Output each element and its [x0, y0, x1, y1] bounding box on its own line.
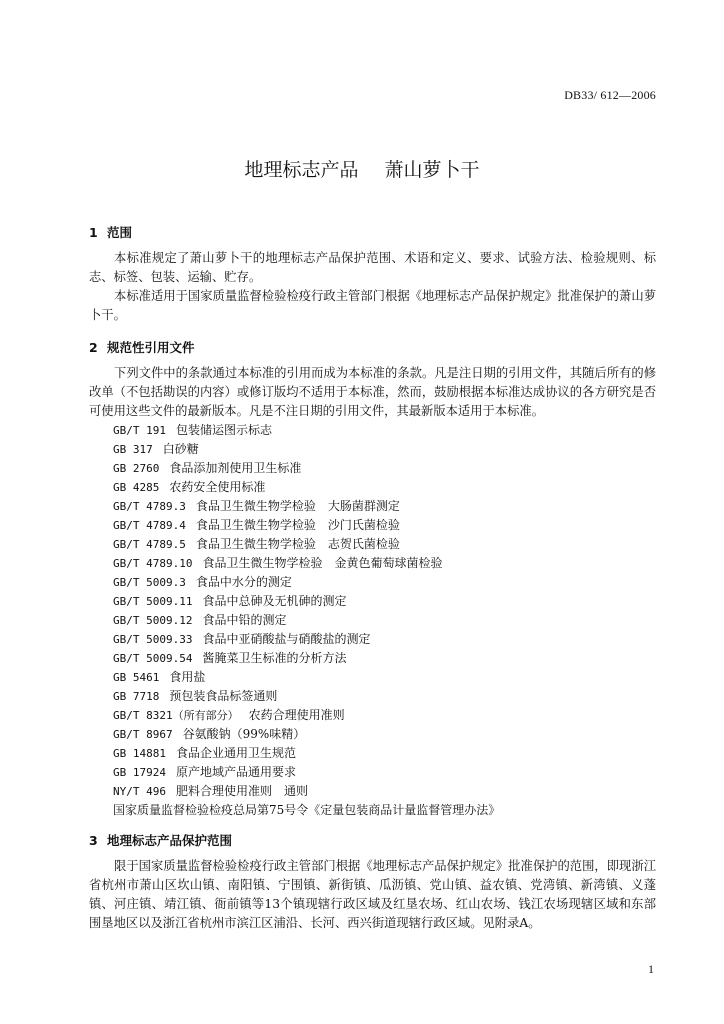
reference-title: 食品中亚硝酸盐与硝酸盐的测定 — [202, 632, 371, 646]
reference-code: GB/T 4789.10 — [113, 557, 193, 570]
reference-title: 食品卫生微生物学检验 金黄色葡萄球菌检验 — [202, 556, 443, 570]
reference-code: GB 17924 — [113, 766, 166, 779]
reference-code: GB 317 — [113, 443, 153, 456]
reference-title: 农药合理使用准则 — [248, 708, 345, 722]
reference-code: GB 7718 — [113, 690, 160, 703]
reference-item — [113, 763, 500, 782]
reference-item — [113, 440, 500, 459]
reference-title: 食品卫生微生物学检验 沙门氏菌检验 — [195, 518, 400, 532]
reference-code: GB/T 4789.5 — [113, 538, 186, 551]
reference-item — [113, 782, 500, 801]
title-part-2: 萧山萝卜干 — [384, 159, 480, 181]
reference-item — [113, 516, 500, 535]
page-number: 1 — [648, 962, 654, 976]
reference-item — [113, 668, 500, 687]
reference-code: GB/T 5009.3 — [113, 576, 186, 589]
reference-code: GB 2760 — [113, 462, 160, 475]
reference-item — [113, 611, 500, 630]
reference-code: GB/T 5009.12 — [113, 614, 193, 627]
section-title: 范围 — [107, 225, 133, 240]
reference-title: 食品卫生微生物学检验 大肠菌群测定 — [195, 499, 400, 513]
reference-item — [113, 801, 500, 820]
reference-title: 国家质量监督检验检疫总局第75号令《定量包装商品计量监督管理办法》 — [113, 803, 501, 817]
reference-title: 肥料合理使用准则 通则 — [175, 784, 308, 798]
reference-code: GB/T 4789.3 — [113, 500, 186, 513]
reference-code: GB/T 8321（所有部分） — [113, 709, 239, 722]
reference-item — [113, 478, 500, 497]
reference-code: GB 5461 — [113, 671, 160, 684]
section-1-paragraph-1: 本标准规定了萧山萝卜干的地理标志产品保护范围、术语和定义、要求、试验方法、检验规则、标志、标签、包装、运输、贮存。 — [89, 251, 656, 284]
reference-code: GB/T 5009.33 — [113, 633, 193, 646]
reference-title: 食品企业通用卫生规范 — [175, 746, 296, 760]
reference-code: GB/T 4789.4 — [113, 519, 186, 532]
section-3-paragraph-1: 限于国家质量监督检验检疫行政主管部门根据《地理标志产品保护规定》批准保护的范围，即现浙江省杭州市萧山区坎山镇、南阳镇、宁围镇、新街镇、瓜沥镇、党山镇、益农镇、党湾镇、新湾镇、义蓬镇、河庄镇、靖江镇、衙前镇等13个镇现辖行政区域及红垦农场、红山农场、钱江农场现辖区域和东部围垦地区以及浙江省杭州市滨江区浦沿、长河、西兴街道现辖行政区域。见附录A。 — [89, 859, 656, 930]
reference-title: 食品卫生微生物学检验 志贺氏菌检验 — [195, 537, 400, 551]
reference-code: GB/T 5009.11 — [113, 595, 193, 608]
reference-title: 食品中铅的测定 — [202, 613, 287, 627]
reference-item — [113, 497, 500, 516]
reference-item — [113, 421, 500, 440]
reference-title: 酱腌菜卫生标准的分析方法 — [202, 651, 347, 665]
reference-code: GB 4285 — [113, 481, 160, 494]
reference-item — [113, 459, 500, 478]
section-2-paragraph-1: 下列文件中的条款通过本标准的引用而成为本标准的条款。凡是注日期的引用文件，其随后所有的修改单（不包括勘误的内容）或修订版均不适用于本标准，然而，鼓励根据本标准达成协议的各方研究是否可使用这些文件的最新版本。凡是不注日期的引用文件，其最新版本适用于本标准。 — [89, 366, 656, 418]
reference-title: 食用盐 — [169, 670, 206, 684]
document-title — [0, 155, 724, 182]
reference-title: 农药安全使用标准 — [169, 480, 266, 494]
reference-code: GB 14881 — [113, 747, 166, 760]
reference-code: GB/T 5009.54 — [113, 652, 193, 665]
section-3-heading — [89, 831, 232, 849]
section-title: 地理标志产品保护范围 — [107, 833, 233, 848]
reference-item — [113, 592, 500, 611]
reference-title: 食品添加剂使用卫生标准 — [169, 461, 302, 475]
reference-title: 原产地域产品通用要求 — [175, 765, 296, 779]
reference-item — [113, 744, 500, 763]
reference-code: GB/T 8967 — [113, 728, 173, 741]
reference-item — [113, 706, 500, 725]
section-2-heading — [89, 338, 195, 356]
reference-item — [113, 649, 500, 668]
reference-code: NY/T 496 — [113, 785, 166, 798]
reference-title: 食品中水分的测定 — [195, 575, 292, 589]
reference-item — [113, 554, 500, 573]
section-number: 1 — [89, 225, 98, 240]
reference-title: 预包装食品标签通则 — [169, 689, 278, 703]
section-number: 3 — [89, 833, 98, 848]
title-part-1: 地理标志产品 — [244, 159, 359, 181]
reference-title: 谷氨酸钠（99%味精） — [182, 727, 306, 741]
section-number: 2 — [89, 340, 98, 355]
section-1-paragraph-2: 本标准适用于国家质量监督检验检疫行政主管部门根据《地理标志产品保护规定》批准保护的萧山萝卜干。 — [89, 289, 656, 322]
standard-number: DB33/ 612—2006 — [564, 88, 656, 102]
reference-title: 食品中总砷及无机砷的测定 — [202, 594, 347, 608]
reference-item — [113, 725, 500, 744]
reference-list — [113, 421, 500, 820]
reference-item — [113, 687, 500, 706]
reference-item — [113, 630, 500, 649]
reference-code: GB/T 191 — [113, 424, 166, 437]
section-1-heading — [89, 223, 132, 241]
reference-title: 白砂糖 — [162, 442, 199, 456]
reference-title: 包装储运图示标志 — [175, 423, 272, 437]
reference-item — [113, 535, 500, 554]
section-title: 规范性引用文件 — [107, 340, 195, 355]
reference-item — [113, 573, 500, 592]
